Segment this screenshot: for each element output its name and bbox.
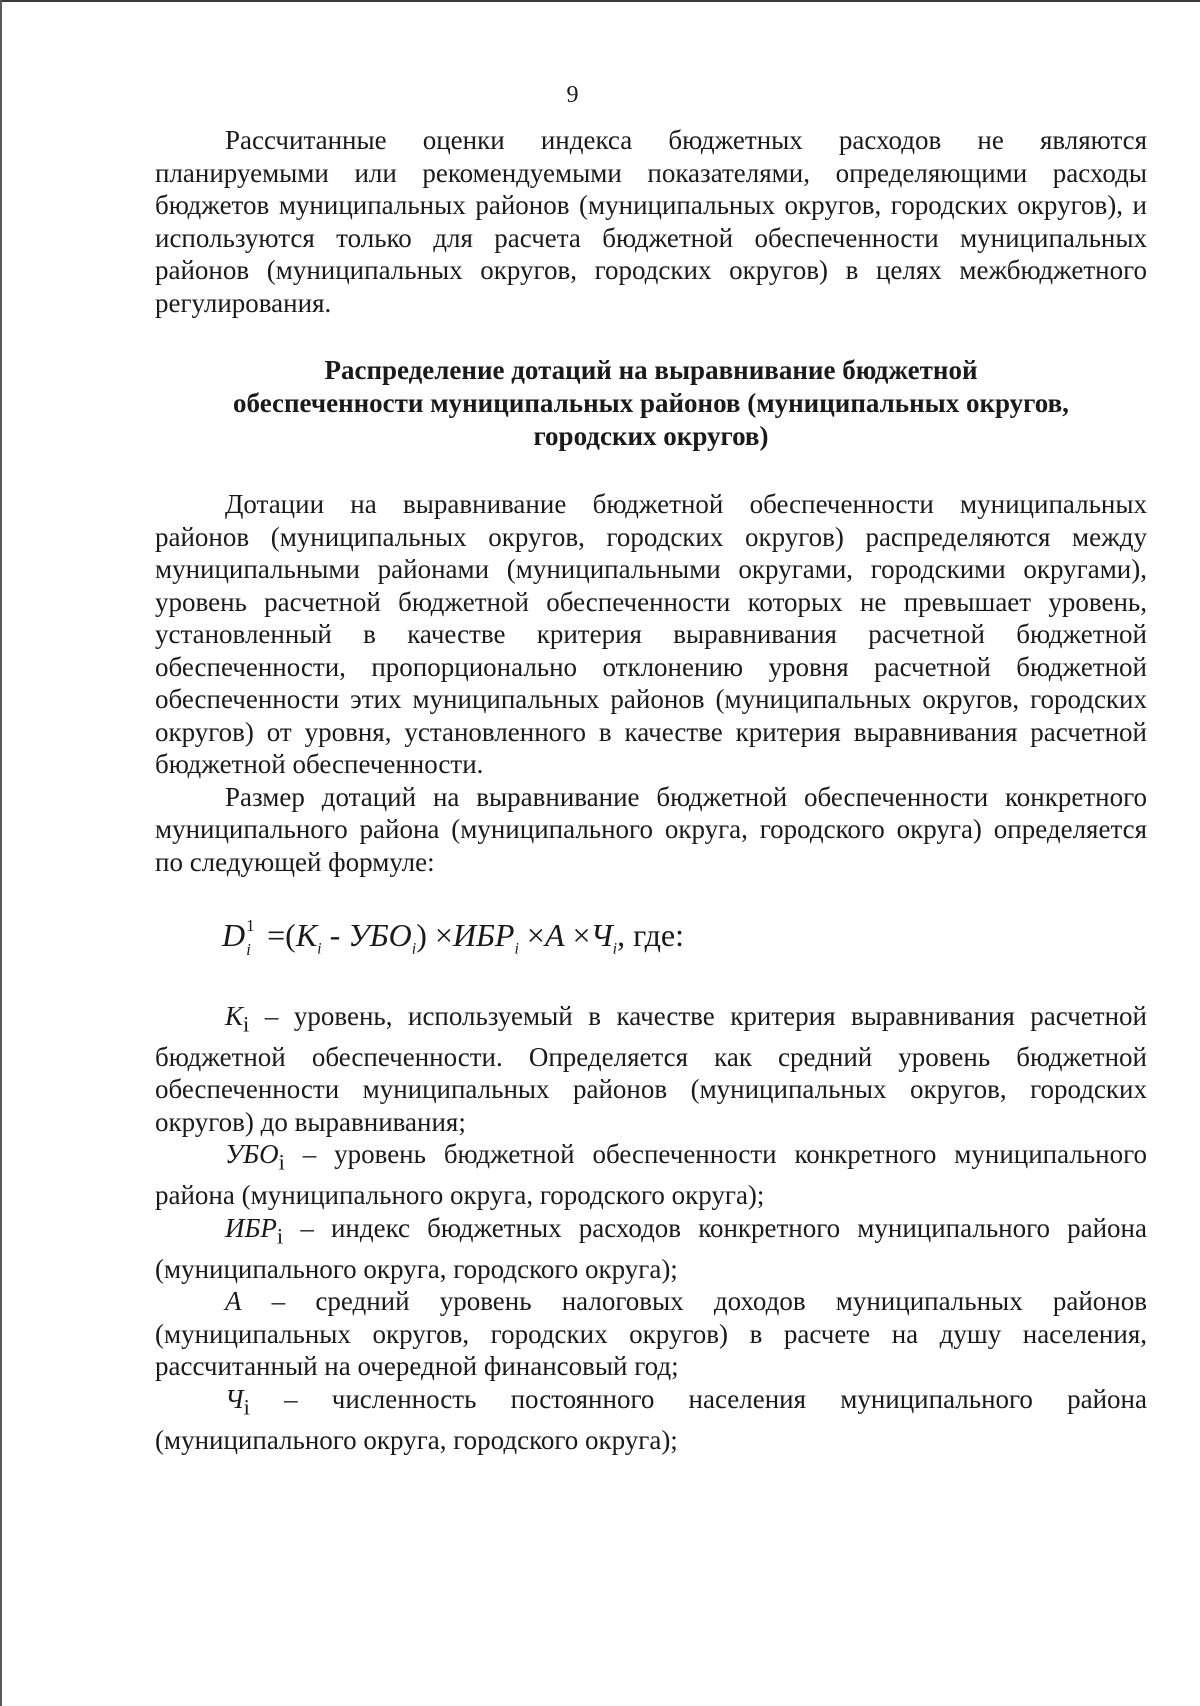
definition-ch-var: Ч [225, 1383, 244, 1414]
definition-ibr-text: – индекс бюджетных расходов конкретного муниципального района (муниципального округа, городского округа); [155, 1212, 1147, 1284]
formula-ubo: УБО [348, 917, 412, 953]
formula-close-times: ) × [416, 917, 453, 953]
distribution-paragraph: Дотации на выравнивание бюджетной обеспеченности муниципальных районов (муниципальных округов, городских округов) распределяются между муниципальными районами (муниципальными округами, городскими округами), уровень расчетной бюджетной обеспеченности которых не превышает уровень, установленный в качестве критерия выравнивания расчетной бюджетной обеспеченности, пропорционально отклонению уровня расчетной бюджетной обеспеченности этих муниципальных районов (муниципальных округов, городских округов) от уровня, установленного в качестве критерия выравнивания расчетной бюджетной обеспеченности. [155, 489, 1147, 779]
formula-d-sub: i [246, 940, 251, 959]
intro-paragraph: Рассчитанные оценки индекса бюджетных расходов не являются планируемыми или рекомендуемыми показателями, определяющими расходы бюджетов муниципальных районов (муниципальных округов, городских округов), и используются только для расчета бюджетной обеспеченности муниципальных районов (муниципальных округов, городских округов) в целях межбюджетного регулирования. [155, 125, 1147, 318]
formula-ibr-sub: i [514, 940, 519, 958]
distribution-block [155, 488, 1147, 878]
formula-ubo-sub: i [411, 940, 417, 958]
formula-ch-sub: i [612, 940, 618, 958]
scan-edge-top [0, 0, 1200, 2]
definition-ubo-var: УБО [225, 1139, 279, 1170]
formula-intro-paragraph: Размер дотаций на выравнивание бюджетной обеспеченности конкретного муниципального района (муниципального округа, городского округа) определяется по следующей формуле: [155, 781, 1147, 877]
formula-d-indices [245, 915, 259, 959]
section-heading-line-1: Распределение дотаций на выравнивание бюджетной [324, 355, 978, 385]
formula-eq-open: =( [259, 917, 296, 953]
definition-ch-sub: i [243, 1394, 250, 1420]
definition-a [155, 1285, 1147, 1383]
dotation-formula [222, 915, 684, 969]
definition-ibr-var: ИБР [225, 1212, 277, 1243]
definition-k-sub: i [243, 1011, 250, 1037]
definition-ubo-text: – уровень бюджетной обеспеченности конкретного муниципального района (муниципального округа, городского округа); [155, 1139, 1147, 1211]
definition-k-text: – уровень, используемый в качестве критерия выравнивания расчетной бюджетной обеспеченности. Определяется как средний уровень бюджетной обеспеченности муниципальных районов (муниципальных округов, городских округов) до выравнивания; [155, 1001, 1147, 1137]
page-number: 9 [566, 82, 579, 108]
section-heading-line-3: городских округов) [533, 421, 769, 451]
definition-a-var: А [225, 1286, 242, 1317]
formula-d: D [222, 917, 246, 953]
formula-suffix: , где: [617, 917, 684, 953]
scan-edge-left [0, 0, 2, 1706]
definition-k [155, 1000, 1147, 1138]
formula-minus: - [321, 917, 349, 953]
formula-d-sup: 1 [246, 916, 255, 935]
definitions-block [155, 1000, 1147, 1456]
section-heading-line-2: обеспеченности муниципальных районов (муниципальных округов, [233, 388, 1069, 418]
definition-ubo-sub: i [278, 1149, 285, 1175]
definition-k-var: K [225, 1001, 244, 1031]
intro-block [155, 124, 1147, 319]
formula-times-2: × [564, 917, 591, 953]
definition-ch [155, 1383, 1147, 1456]
definition-ibr [155, 1212, 1147, 1285]
definition-ch-text: – численность постоянного населения муниципального района (муниципального округа, городского округа); [155, 1383, 1147, 1455]
section-heading [155, 354, 1147, 453]
formula-times-1: × [518, 917, 545, 953]
formula-ibr: ИБР [452, 917, 515, 953]
definition-a-text: – средний уровень налоговых доходов муниципальных районов (муниципальных округов, городских округов) в расчете на душу населения, рассчитанный на очередной финансовый год; [155, 1286, 1147, 1382]
formula-k-sub: i [317, 940, 322, 958]
formula-k: K [295, 917, 318, 953]
definition-ubo [155, 1138, 1147, 1211]
formula-ch: Ч [590, 917, 613, 953]
formula-a: A [544, 917, 565, 953]
definition-ibr-sub: i [276, 1223, 284, 1249]
